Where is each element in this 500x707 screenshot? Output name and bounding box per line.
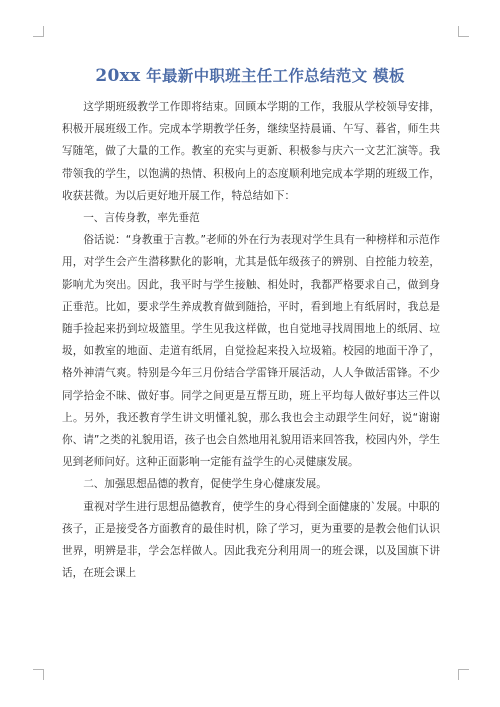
section-heading-1: 一、言传身教，率先垂范 [83, 212, 200, 225]
crop-mark-bottom-right [458, 669, 469, 680]
title-year: 20xx [95, 66, 141, 86]
document-body [62, 96, 440, 584]
crop-mark-bottom-left [33, 669, 44, 680]
section-1-paragraph: 俗话说：“身教重于言教。”老师的外在行为表现对学生具有一种榜样和示范作用，对学生会产生潜移默化的影响，尤其是低年级孩子的辨别、自控能力较差，影响尤为突出。因此，我平时与学生接触、相处时，我都严格要求自己，做到身正垂范。比如，要求学生养成教育做到随拾，平时，看到地上有纸屑时，我总是随手捡起来扔到垃圾篮里。学生见我这样做，也自觉地寻找周围地上的纸屑、垃圾，如教室的地面、走道有纸屑，自觉捡起来投入垃圾箱。校园的地面干净了，格外神清气爽。特别是今年三月份结合学雷锋开展活动，人人争做活雷锋。不少同学拾金不昧、做好事。同学之间更是互帮互助，班上平均每人做好事达三件以上。另外，我还教育学生讲文明懂礼貌，那么我也会主动跟学生问好，说“谢谢你、请”之类的礼貌用语，孩子也会自然地用礼貌用语来回答我，校园内外，学生见到老师问好。这种正面影响一定能有益学生的心灵健康发展。 [62, 234, 440, 469]
section-2-paragraph: 重视对学生进行思想品德教育，使学生的身心得到全面健康的`发展。中职的孩子，正是接受各方面教育的最佳时机，除了学习，更为重要的是教会他们认识世界，明辨是非，学会怎样做人。因此我充分利用周一的班会课，以及国旗下讲话，在班会课上 [62, 500, 440, 580]
document-title [40, 64, 460, 86]
crop-mark-top-left [33, 26, 44, 37]
intro-paragraph: 这学期班级教学工作即将结束。回顾本学期的工作，我服从学校领导安排，积极开展班级工作。完成本学期教学任务，继续坚持晨诵、午写、暮省，师生共写随笔，做了大量的工作。教室的充实与更新、积极参与庆六一文艺汇演等。我带领我的学生，以饱满的热情、积极向上的态度顺利地完成本学期的班级工作，收获甚微。为以后更好地开展工作，特总结如下： [62, 101, 440, 202]
crop-mark-top-right [458, 26, 469, 37]
section-heading-2: 二、加强思想品德的教育，促使学生身心健康发展。 [83, 478, 327, 491]
title-text: 年最新中职班主任工作总结范文 模板 [140, 67, 405, 85]
